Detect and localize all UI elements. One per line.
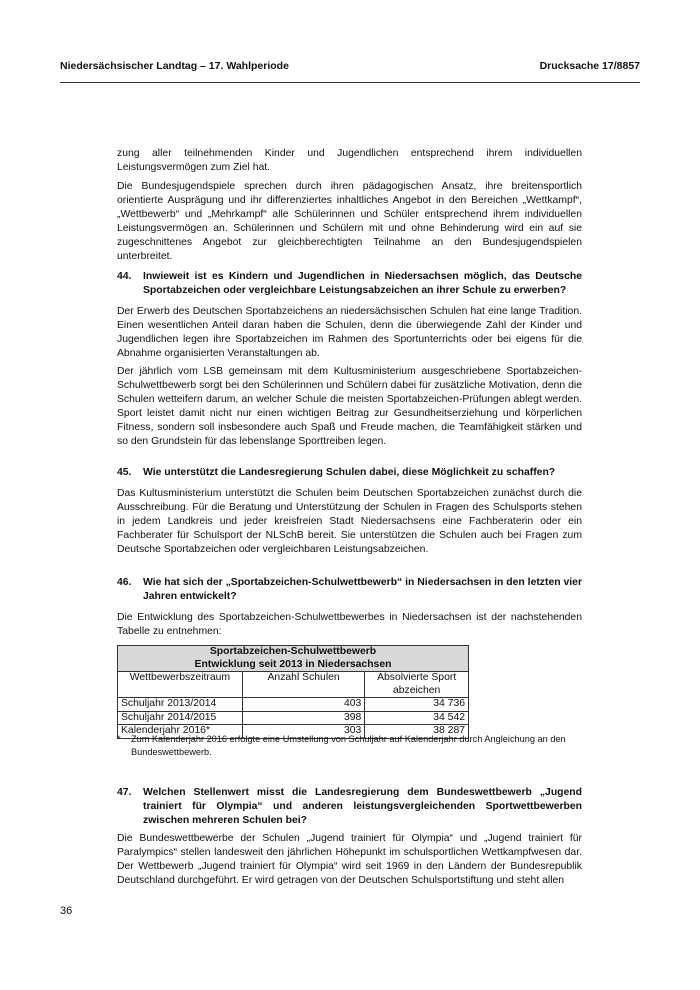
column-header-schools: Anzahl Schulen (242, 672, 364, 698)
answer-47-paragraph-1 (117, 832, 582, 888)
table-cell: 34 542 (365, 711, 469, 725)
question-46 (117, 576, 582, 604)
question-text: Inwieweit ist es Kindern und Jugendlichen in Niedersachsen möglich, das Deutsche Sportabzeichen oder vergleichbare Leistungsabzeichen an ihrer Schule zu erwerben? (143, 271, 582, 296)
table-cell: Kalenderjahr 2016* (118, 725, 243, 739)
answer-text: Der jährlich vom LSB gemeinsam mit dem Kultusministerium ausgeschriebene Sportabzeichen-Schulwettbewerb sorgt bei den Schülerinnen und Schülern dabei für zusätzliche Motivation, denn die Schulen wetteifern darum, an welcher Schule die meisten Sportabzeichen-Prüfungen ablegt werden. Sport leistet damit nicht nur einen wichtigen Beitrag zur Gesundheitserziehung und körperlichen Fitness, sondern soll insbesondere auch Spaß und Freude machen, die Teamfähigkeit stärken und so den Grundstein für das lebenslange Sporttreiben legen. (117, 366, 582, 447)
question-45 (117, 466, 582, 480)
column-header-period: Wettbewerbszeitraum (118, 672, 243, 698)
table-title (118, 646, 469, 672)
question-44 (117, 270, 582, 298)
answer-44-paragraph-2 (117, 365, 582, 449)
question-text: Welchen Stellenwert misst die Landesregierung dem Bundeswettbewerb „Jugend trainiert für Olympia“ und anderen leistungsvergleichenden Sportwettbewerben zwischen mehreren Schulen bei? (143, 787, 582, 826)
question-text: Wie hat sich der „Sportabzeichen-Schulwettbewerb“ in Niedersachsen in den letzten vier Jahren entwickelt? (143, 577, 582, 602)
answer-44-paragraph-1 (117, 305, 582, 361)
footnote-mark: * (117, 734, 121, 744)
intro-paragraph-1 (117, 147, 582, 175)
intro-text-1: zung aller teilnehmenden Kinder und Jugendlichen entsprechend ihrem individuellen Leistungsvermögen zum Ziel hat. (117, 148, 582, 173)
question-text: Wie unterstützt die Landesregierung Schulen dabei, diese Möglichkeit zu schaffen? (143, 467, 556, 478)
table-cell: 38 287 (365, 725, 469, 739)
table-cell: Schuljahr 2014/2015 (118, 711, 243, 725)
question-number: 46. (117, 577, 132, 588)
intro-text-2: Die Bundesjugendspiele sprechen durch ihren pädagogischen Ansatz, ihre breitensportlich orientierte Ausprägung und ihr differenziertes inhaltliches Angebot in den Bereichen „Wettkampf“, „Wettbewerb“ und „Mehrkampf“ alle Schülerinnen und Schüler entsprechend ihrem individuellen Leistungsvermögen an. Schülerinnen und Schülern mit und ohne Behinderung wird ein auf sie zugeschnittenes Angebot zur gleichberechtigten Teilnahme an den Bundesjugendspielen unterbreitet. (117, 181, 582, 262)
table-cell: 303 (242, 725, 364, 739)
table-row (118, 698, 469, 712)
header-title: Niedersächsischer Landtag – 17. Wahlperiode (60, 60, 289, 72)
table-cell: 403 (242, 698, 364, 712)
question-number: 44. (117, 271, 132, 282)
header-divider (60, 82, 640, 83)
answer-text: Der Erwerb des Deutschen Sportabzeichens an niedersächsischen Schulen hat eine lange Tradition. Einen wesentlichen Anteil daran haben die Schulen, denn die überwiegende Zahl der Kinder und Jugendlichen legen ihre Sportabzeichen im Rahmen des Sportunterrichts oder bei eigens für die Abnahme organisierten Veranstaltungen ab. (117, 306, 582, 359)
table-cell: 34 736 (365, 698, 469, 712)
table-row (118, 711, 469, 725)
answer-text: Die Entwicklung des Sportabzeichen-Schulwettbewerbes in Niedersachsen ist der nachstehenden Tabelle zu entnehmen: (117, 612, 582, 637)
question-number: 45. (117, 467, 132, 478)
footnote-text: Zum Kalenderjahr 2016 erfolgte eine Umstellung von Schuljahr auf Kalenderjahr durch Angleichung an den Bundeswettbewerb. (131, 734, 566, 757)
table-footnote (117, 733, 582, 759)
intro-paragraph-2 (117, 180, 582, 264)
table-header-row (118, 672, 469, 698)
question-47 (117, 786, 582, 828)
answer-45-paragraph-1 (117, 487, 582, 557)
table-cell: 398 (242, 711, 364, 725)
table-title-line-2: Entwicklung seit 2013 in Niedersachsen (194, 658, 392, 670)
page-number: 36 (60, 905, 73, 917)
answer-text: Das Kultusministerium unterstützt die Schulen beim Deutschen Sportabzeichen zunächst durch die Ausschreibung. Für die Beratung und Unterstützung der Schulen in Fragen des Schulsports stehen in jedem Landkreis und jeder kreisfreien Stadt Niedersachsens eine Fachberaterin oder ein Fachberater für Schulsport der NLSchB bereit. Sie unterstützen die Schulen auch bei Fragen zum Deutsche Sportabzeichen oder vergleichbaren Leistungsabzeichen. (117, 488, 582, 555)
column-header-badges: Absolvierte Sport abzeichen (365, 672, 469, 698)
answer-text: Die Bundeswettbewerbe der Schulen „Jugend trainiert für Olympia“ und „Jugend trainiert für Paralympics“ stellen landesweit den jährlichen Höhepunkt im schulsportlichen Wettkampfwesen dar. Der Wettbewerb „Jugend trainiert für Olympia“ wird seit 1969 in den Ländern der Bundesrepublik Deutschland durchgeführt. Er wird getragen von der Deutschen Schulsportstiftung und steht allen (117, 833, 582, 886)
answer-46-paragraph-1 (117, 611, 582, 639)
question-number: 47. (117, 787, 132, 798)
sportabzeichen-table (117, 645, 469, 739)
table-cell: Schuljahr 2013/2014 (118, 698, 243, 712)
document-number: Drucksache 17/8857 (539, 60, 640, 72)
table-title-line-1: Sportabzeichen-Schulwettbewerb (209, 646, 377, 657)
